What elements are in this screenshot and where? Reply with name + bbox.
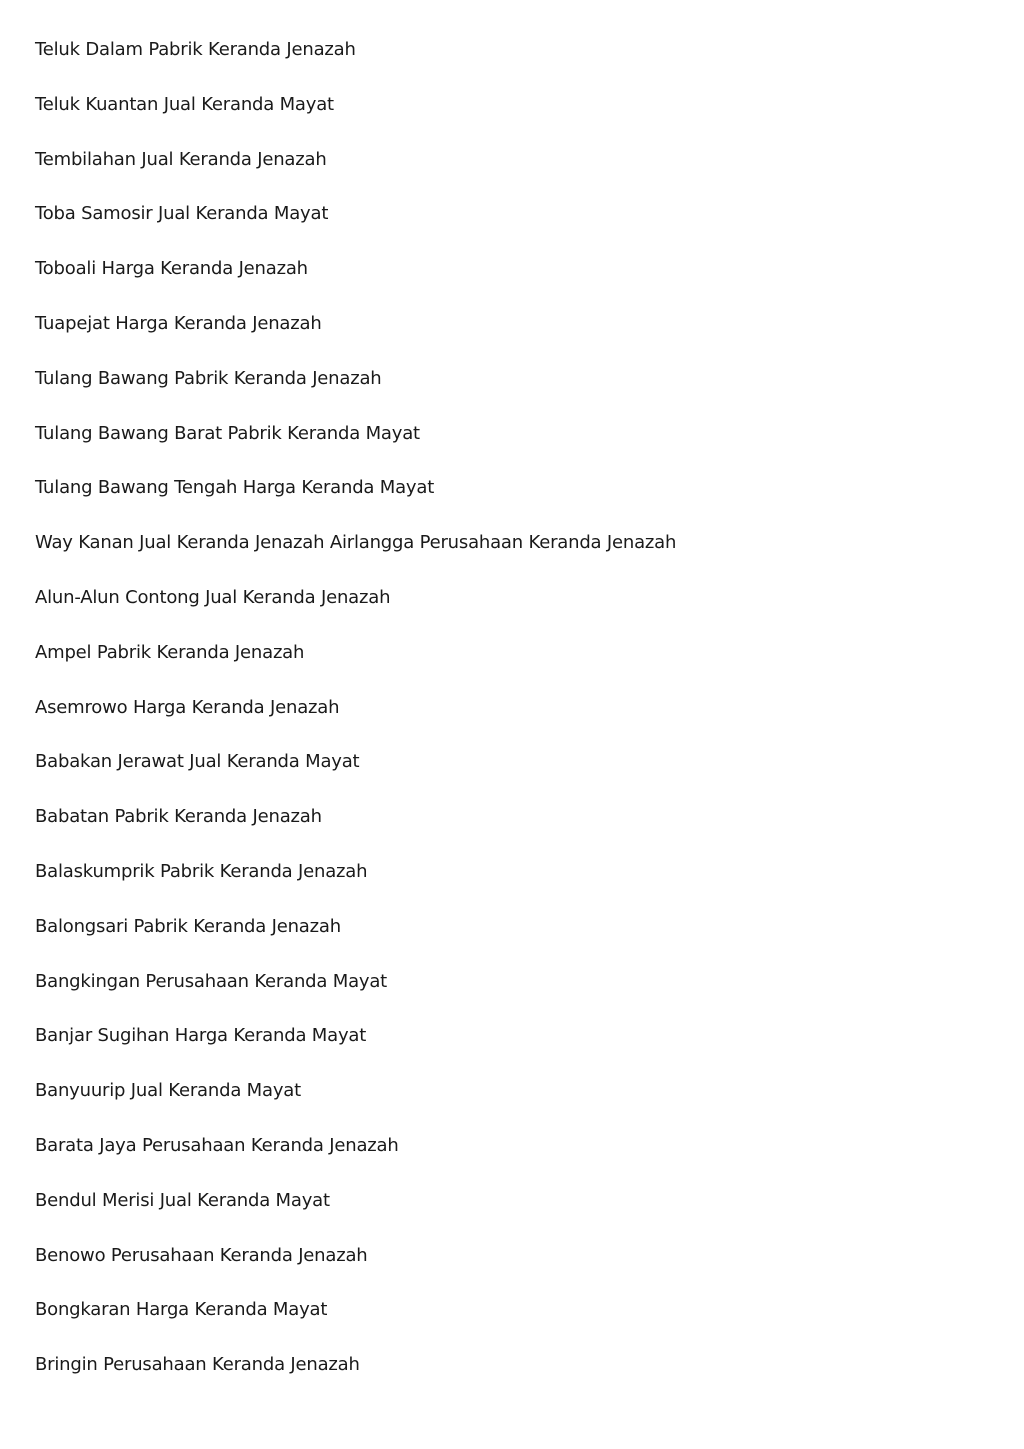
text-line: Ampel Pabrik Keranda Jenazah — [35, 641, 305, 663]
text-line: Bendul Merisi Jual Keranda Mayat — [35, 1189, 330, 1211]
text-line-list — [35, 36, 995, 1406]
text-line: Toboali Harga Keranda Jenazah — [35, 258, 308, 280]
text-line: Way Kanan Jual Keranda Jenazah Airlangga Perusahaan Keranda Jenazah — [35, 532, 677, 554]
text-line: Balongsari Pabrik Keranda Jenazah — [35, 915, 341, 937]
text-line: Babatan Pabrik Keranda Jenazah — [35, 806, 322, 828]
text-line: Tuapejat Harga Keranda Jenazah — [35, 312, 322, 334]
text-line: Teluk Kuantan Jual Keranda Mayat — [35, 93, 334, 115]
text-line: Bangkingan Perusahaan Keranda Mayat — [35, 970, 388, 992]
text-line: Babakan Jerawat Jual Keranda Mayat — [35, 751, 360, 773]
text-line: Balaskumprik Pabrik Keranda Jenazah — [35, 860, 368, 882]
text-line: Banyuurip Jual Keranda Mayat — [35, 1080, 301, 1102]
text-line: Barata Jaya Perusahaan Keranda Jenazah — [35, 1134, 399, 1156]
text-line: Teluk Dalam Pabrik Keranda Jenazah — [35, 39, 356, 60]
text-line: Bongkaran Harga Keranda Mayat — [35, 1299, 328, 1321]
text-line: Toba Samosir Jual Keranda Mayat — [35, 203, 329, 225]
text-line: Asemrowo Harga Keranda Jenazah — [35, 696, 340, 718]
text-line: Tulang Bawang Barat Pabrik Keranda Mayat — [35, 422, 420, 444]
text-line: Tulang Bawang Tengah Harga Keranda Mayat — [35, 477, 435, 499]
text-line: Alun-Alun Contong Jual Keranda Jenazah — [35, 586, 391, 608]
text-line: Tulang Bawang Pabrik Keranda Jenazah — [35, 367, 382, 389]
text-line: Banjar Sugihan Harga Keranda Mayat — [35, 1025, 367, 1047]
text-line: Benowo Perusahaan Keranda Jenazah — [35, 1244, 368, 1266]
text-line: Tembilahan Jual Keranda Jenazah — [35, 148, 327, 170]
text-line: Bringin Perusahaan Keranda Jenazah — [35, 1354, 360, 1376]
